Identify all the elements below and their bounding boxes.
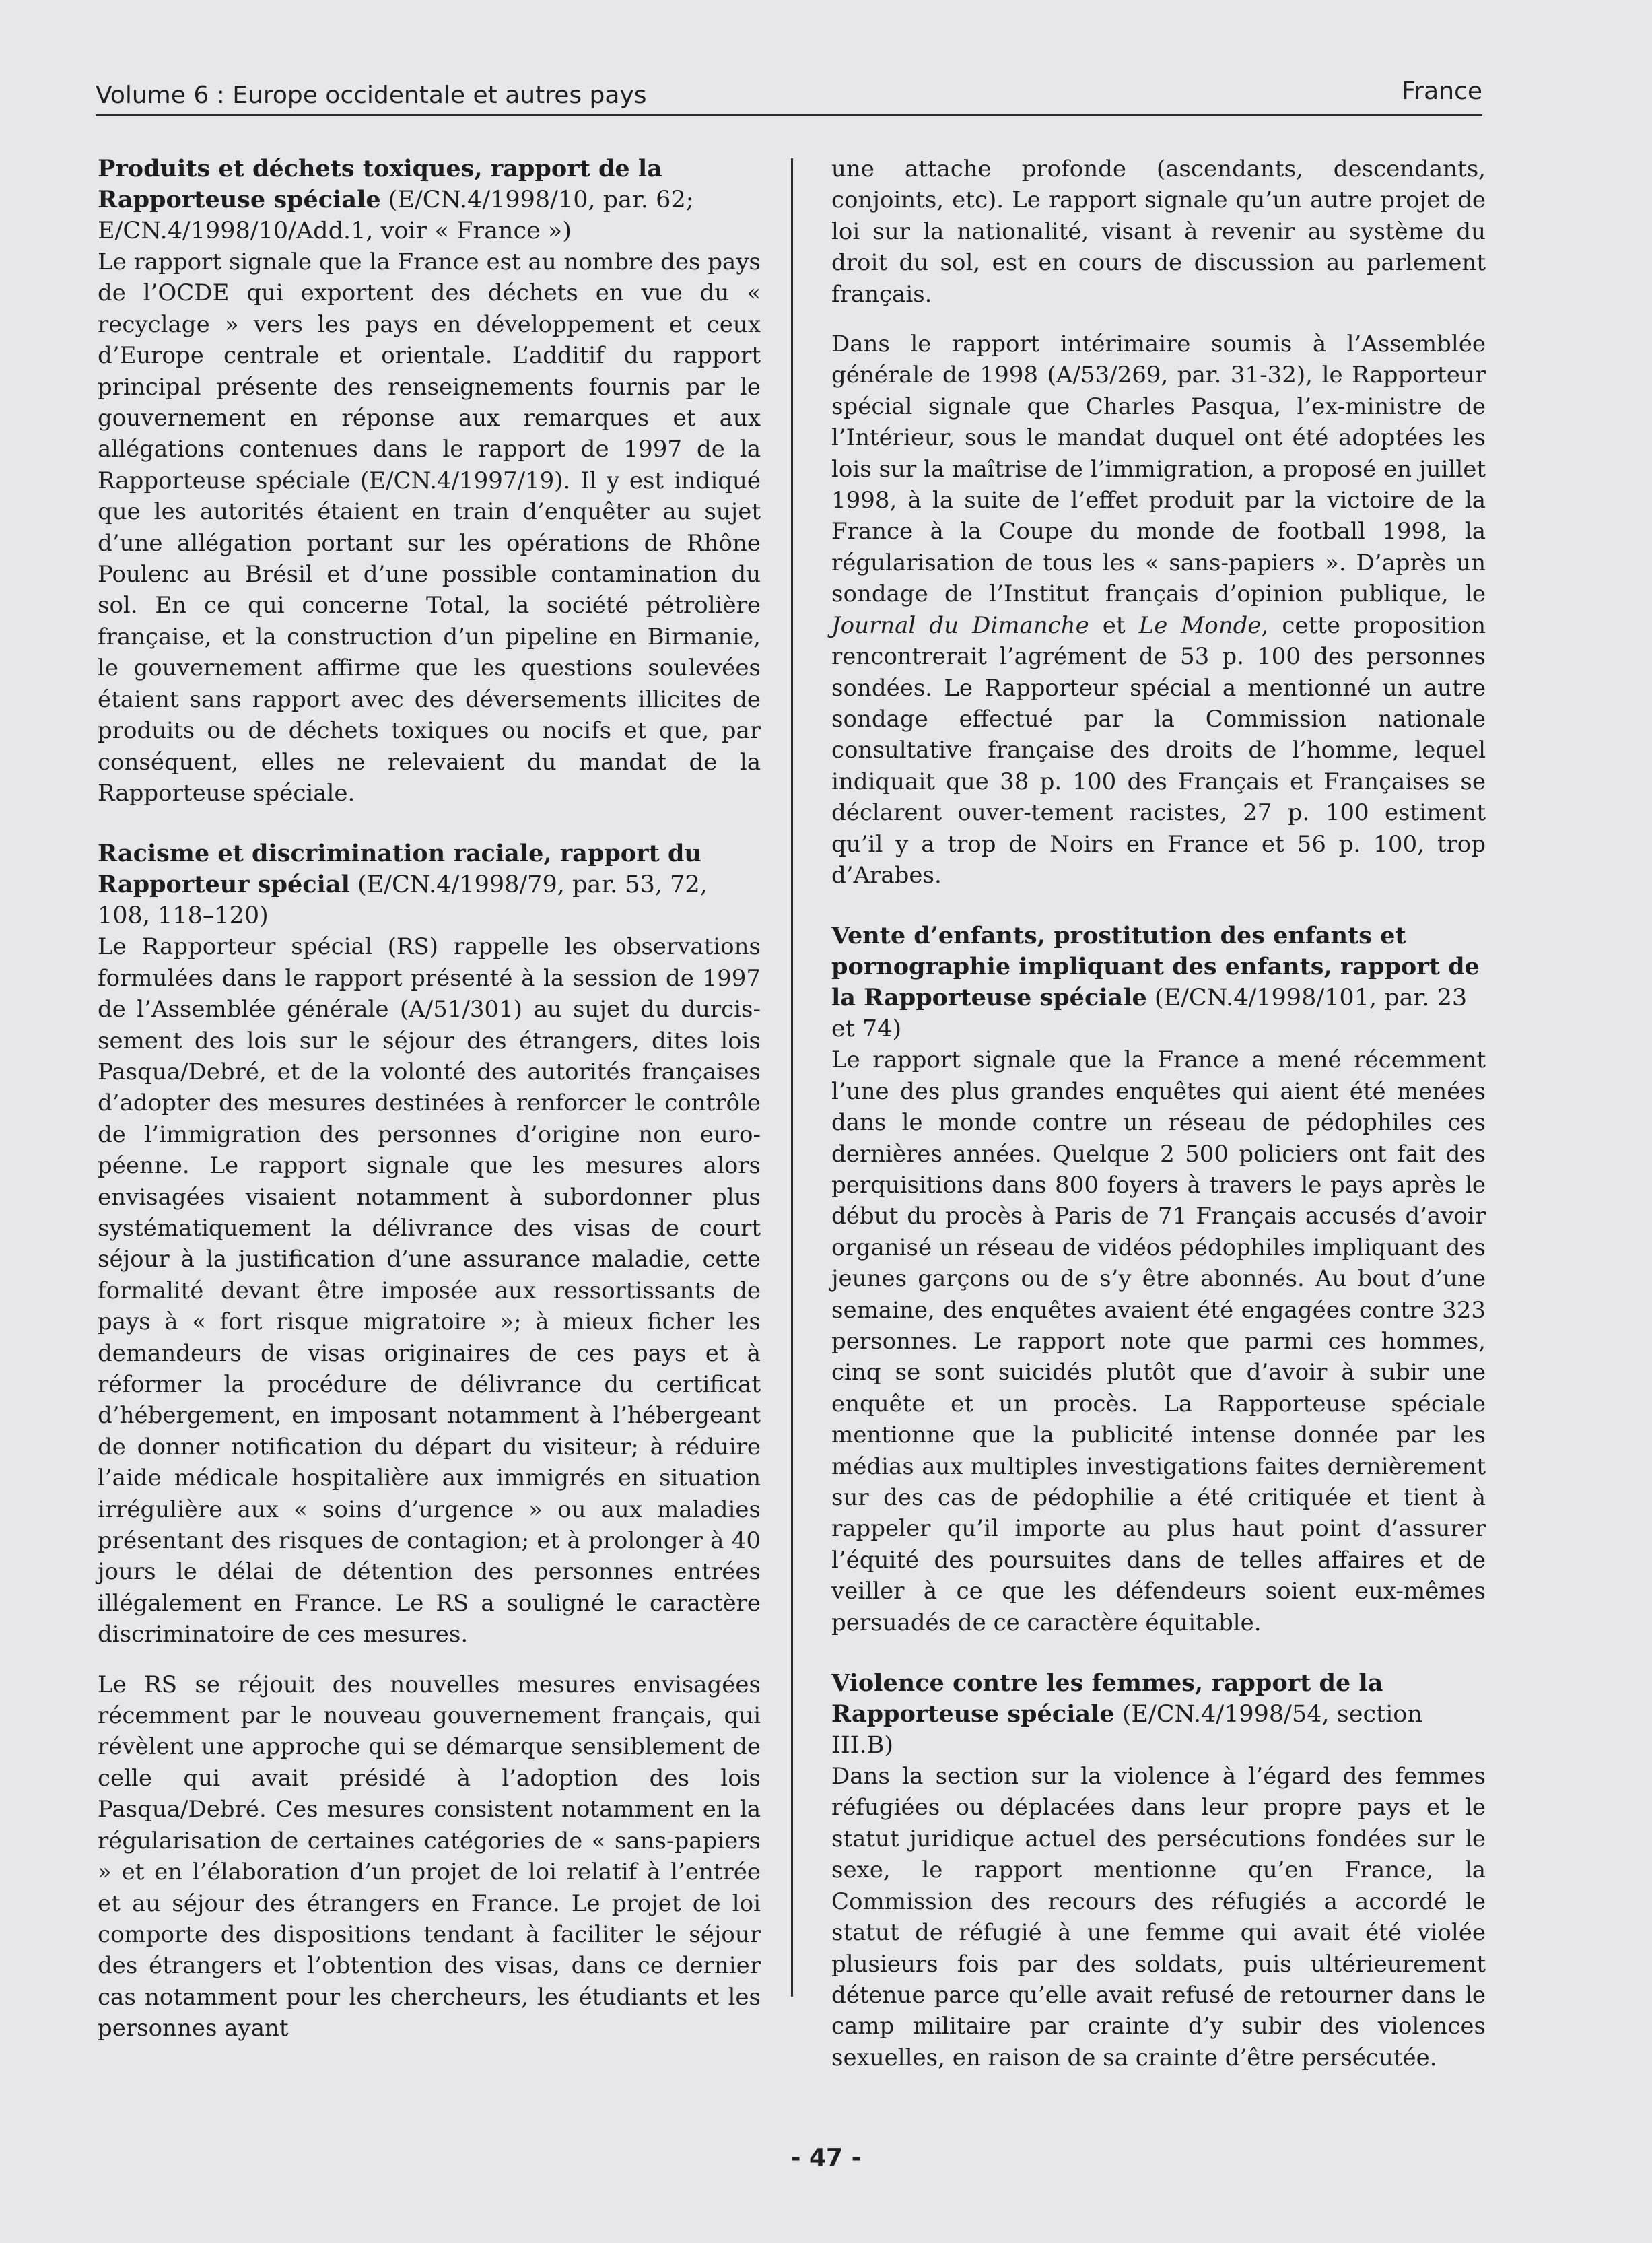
section-reference: (E/CN.4/1998/10, par. 62; E/CN.4/1998/10/Add.1, voir « France ») — [98, 187, 694, 244]
paragraph-text: , cette proposition rencontrerait l’agrément de 53 p. 100 des personnes sondées. Le Rapporteur spécial a mentionné un autre sondage effectué par la Commission nationale consultative française des droits de l’homme, lequel indiquait que 38 p. 100 des Français et Françaises se déclarent ouver-tement racistes, 27 p. 100 estiment qu’il y a trop de Noirs en France et 56 p. 100, trop d’Arabes. — [831, 611, 1486, 889]
section-reference: (E/CN.4/1998/54, section III.B) — [831, 1701, 1422, 1760]
newspaper-name: Le Monde — [1138, 611, 1262, 639]
running-header — [96, 70, 1482, 116]
section-heading — [98, 838, 761, 931]
section-heading — [831, 920, 1486, 1044]
section-sale-of-children — [831, 920, 1486, 1638]
section-toxic-waste — [98, 154, 761, 809]
page-number: - 47 - — [790, 2144, 862, 2172]
section-reference: (E/CN.4/1998/79, par. 53, 72, 108, 118–120) — [98, 871, 708, 930]
right-column — [831, 154, 1486, 2073]
section-racism-continued — [831, 154, 1486, 891]
section-title: Violence contre les femmes, rapport de la Rapporteuse spéciale — [831, 1669, 1383, 1729]
section-violence-women — [831, 1668, 1486, 2073]
paragraph: Le Rapporteur spécial (RS) rappelle les observations formulées dans le rapport présenté à la session de 1997 de l’Assemblée générale (A/51/301) au sujet du durcis-sement des lois sur le séjour des étrangers, dites lois Pasqua/Debré, et de la volonté des autorités françaises d’adopter des mesures destinées à renforcer le contrôle de l’immigration des personnes d’origine non euro-péenne. Le rapport signale que les mesures alors envisagées visaient notamment à subordonner plus systématiquement la délivrance des visas de court séjour à la justification d’une assurance maladie, cette formalité devant être imposée aux ressortissants de pays à « fort risque migratoire »; à mieux ficher les demandeurs de visas originaires de ces pays et à réformer la procédure de délivrance du certificat d’hébergement, en imposant notamment à l’hébergeant de donner notification du départ du visiteur; à réduire l’aide médicale hospitalière aux immigrés en situation irrégulière aux « soins d’urgence » ou aux maladies présentant des risques de contagion; et à prolonger à 40 jours le délai de détention des personnes entrées illégalement en France. Le RS a souligné le caractère discriminatoire de ces mesures. — [98, 933, 761, 1648]
column-divider — [791, 158, 793, 1997]
section-title: Racisme et discrimination raciale, rapport du Rapporteur spécial — [98, 840, 701, 899]
paragraph: Le RS se réjouit des nouvelles mesures envisagées récemment par le nouveau gouvernement français, qui révèlent une approche qui se démarque sensiblement de celle qui avait présidé à l’adoption des lois Pasqua/Debré. Ces mesures consistent notamment en la régularisation de certaines catégories de « sans-papiers » et en l’élaboration d’un projet de loi relatif à l’entrée et au séjour des étrangers en France. Le projet de loi comporte des dispositions tendant à faciliter le séjour des étrangers et l’obtention des visas, dans ce dernier cas notamment pour les chercheurs, les étudiants et les personnes ayant — [98, 1671, 761, 2042]
paragraph — [831, 329, 1486, 891]
paragraph: Le rapport signale que la France a mené récemment l’une des plus grandes enquêtes qui aient été menées dans le monde contre un réseau de pédophiles ces dernières années. Quelque 2 500 policiers ont fait des perquisitions dans 800 foyers à travers le pays après le début du procès à Paris de 71 Français accusés d’avoir organisé un réseau de vidéos pédophiles impliquant des jeunes garçons ou de s’y être abonnés. Au bout d’une semaine, des enquêtes avaient été engagées contre 323 personnes. Le rapport note que parmi ces hommes, cinq se sont suicidés plutôt que d’avoir à subir une enquête et un procès. La Rapporteuse spéciale mentionne que la publicité intense donnée par les médias aux multiples investigations faites dernièrement sur des cas de pédophilie a été critiquée et tient à rappeler qu’il importe au plus haut point d’assurer l’équité des poursuites dans de telles affaires et de veiller à ce que les défendeurs soient eux-mêmes persuadés de ce caractère équitable. — [831, 1046, 1486, 1636]
paragraph-text: Dans le rapport intérimaire soumis à l’Assemblée générale de 1998 (A/53/269, par. 31-32), le Rapporteur spécial signale que Charles Pasqua, l’ex-ministre de l’Intérieur, sous le mandat duquel ont été adoptées les lois sur la maîtrise de l’immigration, a proposé en juillet 1998, à la suite de l’effet produit par la victoire de la France à la Coupe du monde de football 1998, la régularisation de tous les « sans-papiers ». D’après un sondage de l’Institut français d’opinion publique, le — [831, 331, 1486, 608]
section-heading — [831, 1668, 1486, 1761]
header-country: France — [1402, 77, 1482, 105]
paragraph: Dans la section sur la violence à l’égard des femmes réfugiées ou déplacées dans leur propre pays et le statut juridique actuel des persécutions fondées sur le sexe, le rapport mentionne qu’en France, la Commission des recours des réfugiés a accordé le statut de réfugié à une femme qui avait été violée plusieurs fois par des soldats, puis ultérieurement détenue parce qu’elle avait refusé de retourner dans le camp militaire par crainte d’y subir des violences sexuelles, en raison de sa crainte d’être persécutée. — [831, 1763, 1486, 2071]
section-racism — [98, 838, 761, 2044]
left-column — [98, 154, 761, 2044]
section-title: Produits et déchets toxiques, rapport de la Rapporteuse spéciale — [98, 155, 662, 213]
section-reference: (E/CN.4/1998/101, par. 23 et 74) — [831, 984, 1468, 1043]
paragraph: une attache profonde (ascendants, descendants, conjoints, etc). Le rapport signale qu’un autre projet de loi sur la nationalité, visant à revenir au système du droit du sol, est en cours de discussion au parlement français. — [831, 156, 1486, 308]
newspaper-name: Journal du Dimanche — [831, 611, 1089, 639]
paragraph: Le rapport signale que la France est au nombre des pays de l’OCDE qui exportent des déchets en vue du « recyclage » vers les pays en développement et ceux d’Europe centrale et orientale. L’additif du rapport principal présente des renseignements fournis par le gouvernement en réponse aux remarques et aux allégations contenues dans le rapport de 1997 de la Rapporteuse spéciale (E/CN.4/1997/19). Il y est indiqué que les autorités étaient en train d’enquêter au sujet d’une allégation portant sur les opérations de Rhône Poulenc au Brésil et d’une possible contamination du sol. En ce qui concerne Total, la société pétrolière française, et la construction d’un pipeline en Birmanie, le gouvernement affirme que les questions soulevées étaient sans rapport avec des déversements illicites de produits ou de déchets toxiques ou nocifs et que, par conséquent, elles ne relevaient du mandat de la Rapporteuse spéciale. — [98, 248, 761, 807]
section-title: Vente d’enfants, prostitution des enfants et pornographie impliquant des enfants, rapport de la Rapporteuse spéciale — [831, 922, 1480, 1012]
section-heading — [98, 154, 761, 246]
header-volume-title: Volume 6 : Europe occidentale et autres pays — [96, 81, 647, 109]
paragraph-text: et — [1089, 611, 1139, 639]
